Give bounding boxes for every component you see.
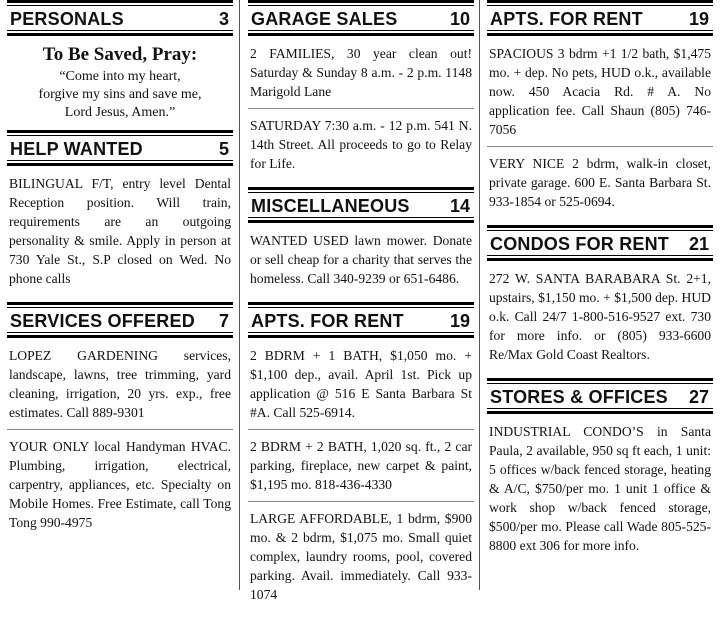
section-number: 5 xyxy=(218,139,229,159)
apts-for-rent-heading xyxy=(487,0,713,36)
condos-for-rent-heading xyxy=(487,225,713,261)
section-title: APTS. FOR RENT xyxy=(251,311,404,331)
section-title: GARAGE SALES xyxy=(251,9,398,29)
section-number: 7 xyxy=(218,311,229,331)
section-title: SERVICES OFFERED xyxy=(10,311,195,331)
section-title: CONDOS FOR RENT xyxy=(490,234,670,254)
help-wanted-heading xyxy=(7,130,233,166)
classified-ad: VERY NICE 2 bdrm, walk-in closet, private garage. 600 E. Santa Barbara St. 933-1854 or 525-0694. xyxy=(489,156,711,209)
section-number: 10 xyxy=(449,9,470,29)
section-number: 19 xyxy=(449,311,470,331)
classified-ad: SPACIOUS 3 bdrm +1 1/2 bath, $1,475 mo. + dep. No pets, HUD o.k., available now. 450 Acacia Rd. # A. No application fee. Call Shaun (805) 746-7056 xyxy=(487,44,713,147)
classified-ad: WANTED USED lawn mower. Donate or sell cheap for a charity that serves the homeless. Call 340-9239 or 651-6486. xyxy=(250,233,472,286)
column-divider xyxy=(239,0,240,590)
column-3 xyxy=(487,0,713,569)
prayer-line: “Come into my heart, xyxy=(59,69,181,84)
prayer-text xyxy=(7,68,233,122)
section-title: HELP WANTED xyxy=(10,139,143,159)
garage-sales-heading xyxy=(248,0,474,36)
classified-ad: LARGE AFFORDABLE, 1 bdrm, $900 mo. & 2 bdrm, $1,075 mo. Small quiet complex, laundry rooms, pool, covered parking. Avail. immediately. Call 933-1074 xyxy=(250,511,472,602)
classified-ad: LOPEZ GARDENING services, landscape, lawns, tree trimming, yard cleaning, irrigation, 20 yrs. exp., free estimates. Call 889-9301 xyxy=(7,346,233,430)
section-number: 3 xyxy=(218,9,229,29)
section-number: 19 xyxy=(688,9,709,29)
classified-ad: INDUSTRIAL CONDO’S in Santa Paula, 2 available, 950 sq ft each, 1 unit: 5 offices w/back fenced storage, heating & A/C, $750/per mo. 1 unit 1 office & work shop w/back fenced storage, $500/per mo. Please call Wade 805-525-8800 ext 306 for more info. xyxy=(489,424,711,553)
section-title: MISCELLANEOUS xyxy=(251,196,410,216)
classified-ad: BILINGUAL F/T, entry level Dental Reception position. Will train, requirements are an outgoing personality & smile. Apply in person at 730 Yale St., S.P closed on Wed. No phone calls xyxy=(9,176,231,286)
prayer-title: To Be Saved, Pray: xyxy=(42,44,198,65)
section-number: 27 xyxy=(688,387,709,407)
apts-for-rent-heading xyxy=(248,302,474,338)
classified-ad: 2 FAMILIES, 30 year clean out! Saturday & Sunday 8 a.m. - 2 p.m. 1148 Marigold Lane xyxy=(248,44,474,109)
column-1 xyxy=(7,0,233,546)
classified-ad: 2 BDRM + 2 BATH, 1,020 sq. ft., 2 car parking, fireplace, new carpet & paint, $1,195 mo. 818-436-4330 xyxy=(248,437,474,502)
personals-heading xyxy=(7,0,233,36)
section-title: PERSONALS xyxy=(10,9,124,29)
miscellaneous-heading xyxy=(248,187,474,223)
classified-ad: SATURDAY 7:30 a.m. - 12 p.m. 541 N. 14th Street. All proceeds to go to Relay for Life. xyxy=(250,118,472,171)
column-divider xyxy=(479,0,480,590)
column-2 xyxy=(248,0,474,618)
section-number: 21 xyxy=(688,234,709,254)
prayer-line: Lord Jesus, Amen.” xyxy=(64,105,176,120)
section-title: APTS. FOR RENT xyxy=(490,9,643,29)
section-title: STORES & OFFICES xyxy=(490,387,668,407)
section-number: 14 xyxy=(449,196,470,216)
services-offered-heading xyxy=(7,302,233,338)
classified-ad: 272 W. SANTA BARABARA St. 2+1, upstairs, $1,150 mo. + $1,500 dep. HUD o.k. Call 24/7 1-800-516-9527 ext. 730 for more info. or (805) 933-6600 Re/Max Gold Coast Realtors. xyxy=(489,271,711,362)
prayer-line: forgive my sins and save me, xyxy=(38,87,202,102)
stores-offices-heading xyxy=(487,378,713,414)
classified-ad: YOUR ONLY local Handyman HVAC. Plumbing, irrigation, electrical, carpentry, appliances, etc. Specialty on Mobile Homes. Free Estimate, call Tong Tong 990-4975 xyxy=(9,439,231,530)
classified-ad: 2 BDRM + 1 BATH, $1,050 mo. + $1,100 dep., avail. April 1st. Pick up application @ 516 E Santa Barbara St #A. Call 525-6914. xyxy=(248,346,474,430)
